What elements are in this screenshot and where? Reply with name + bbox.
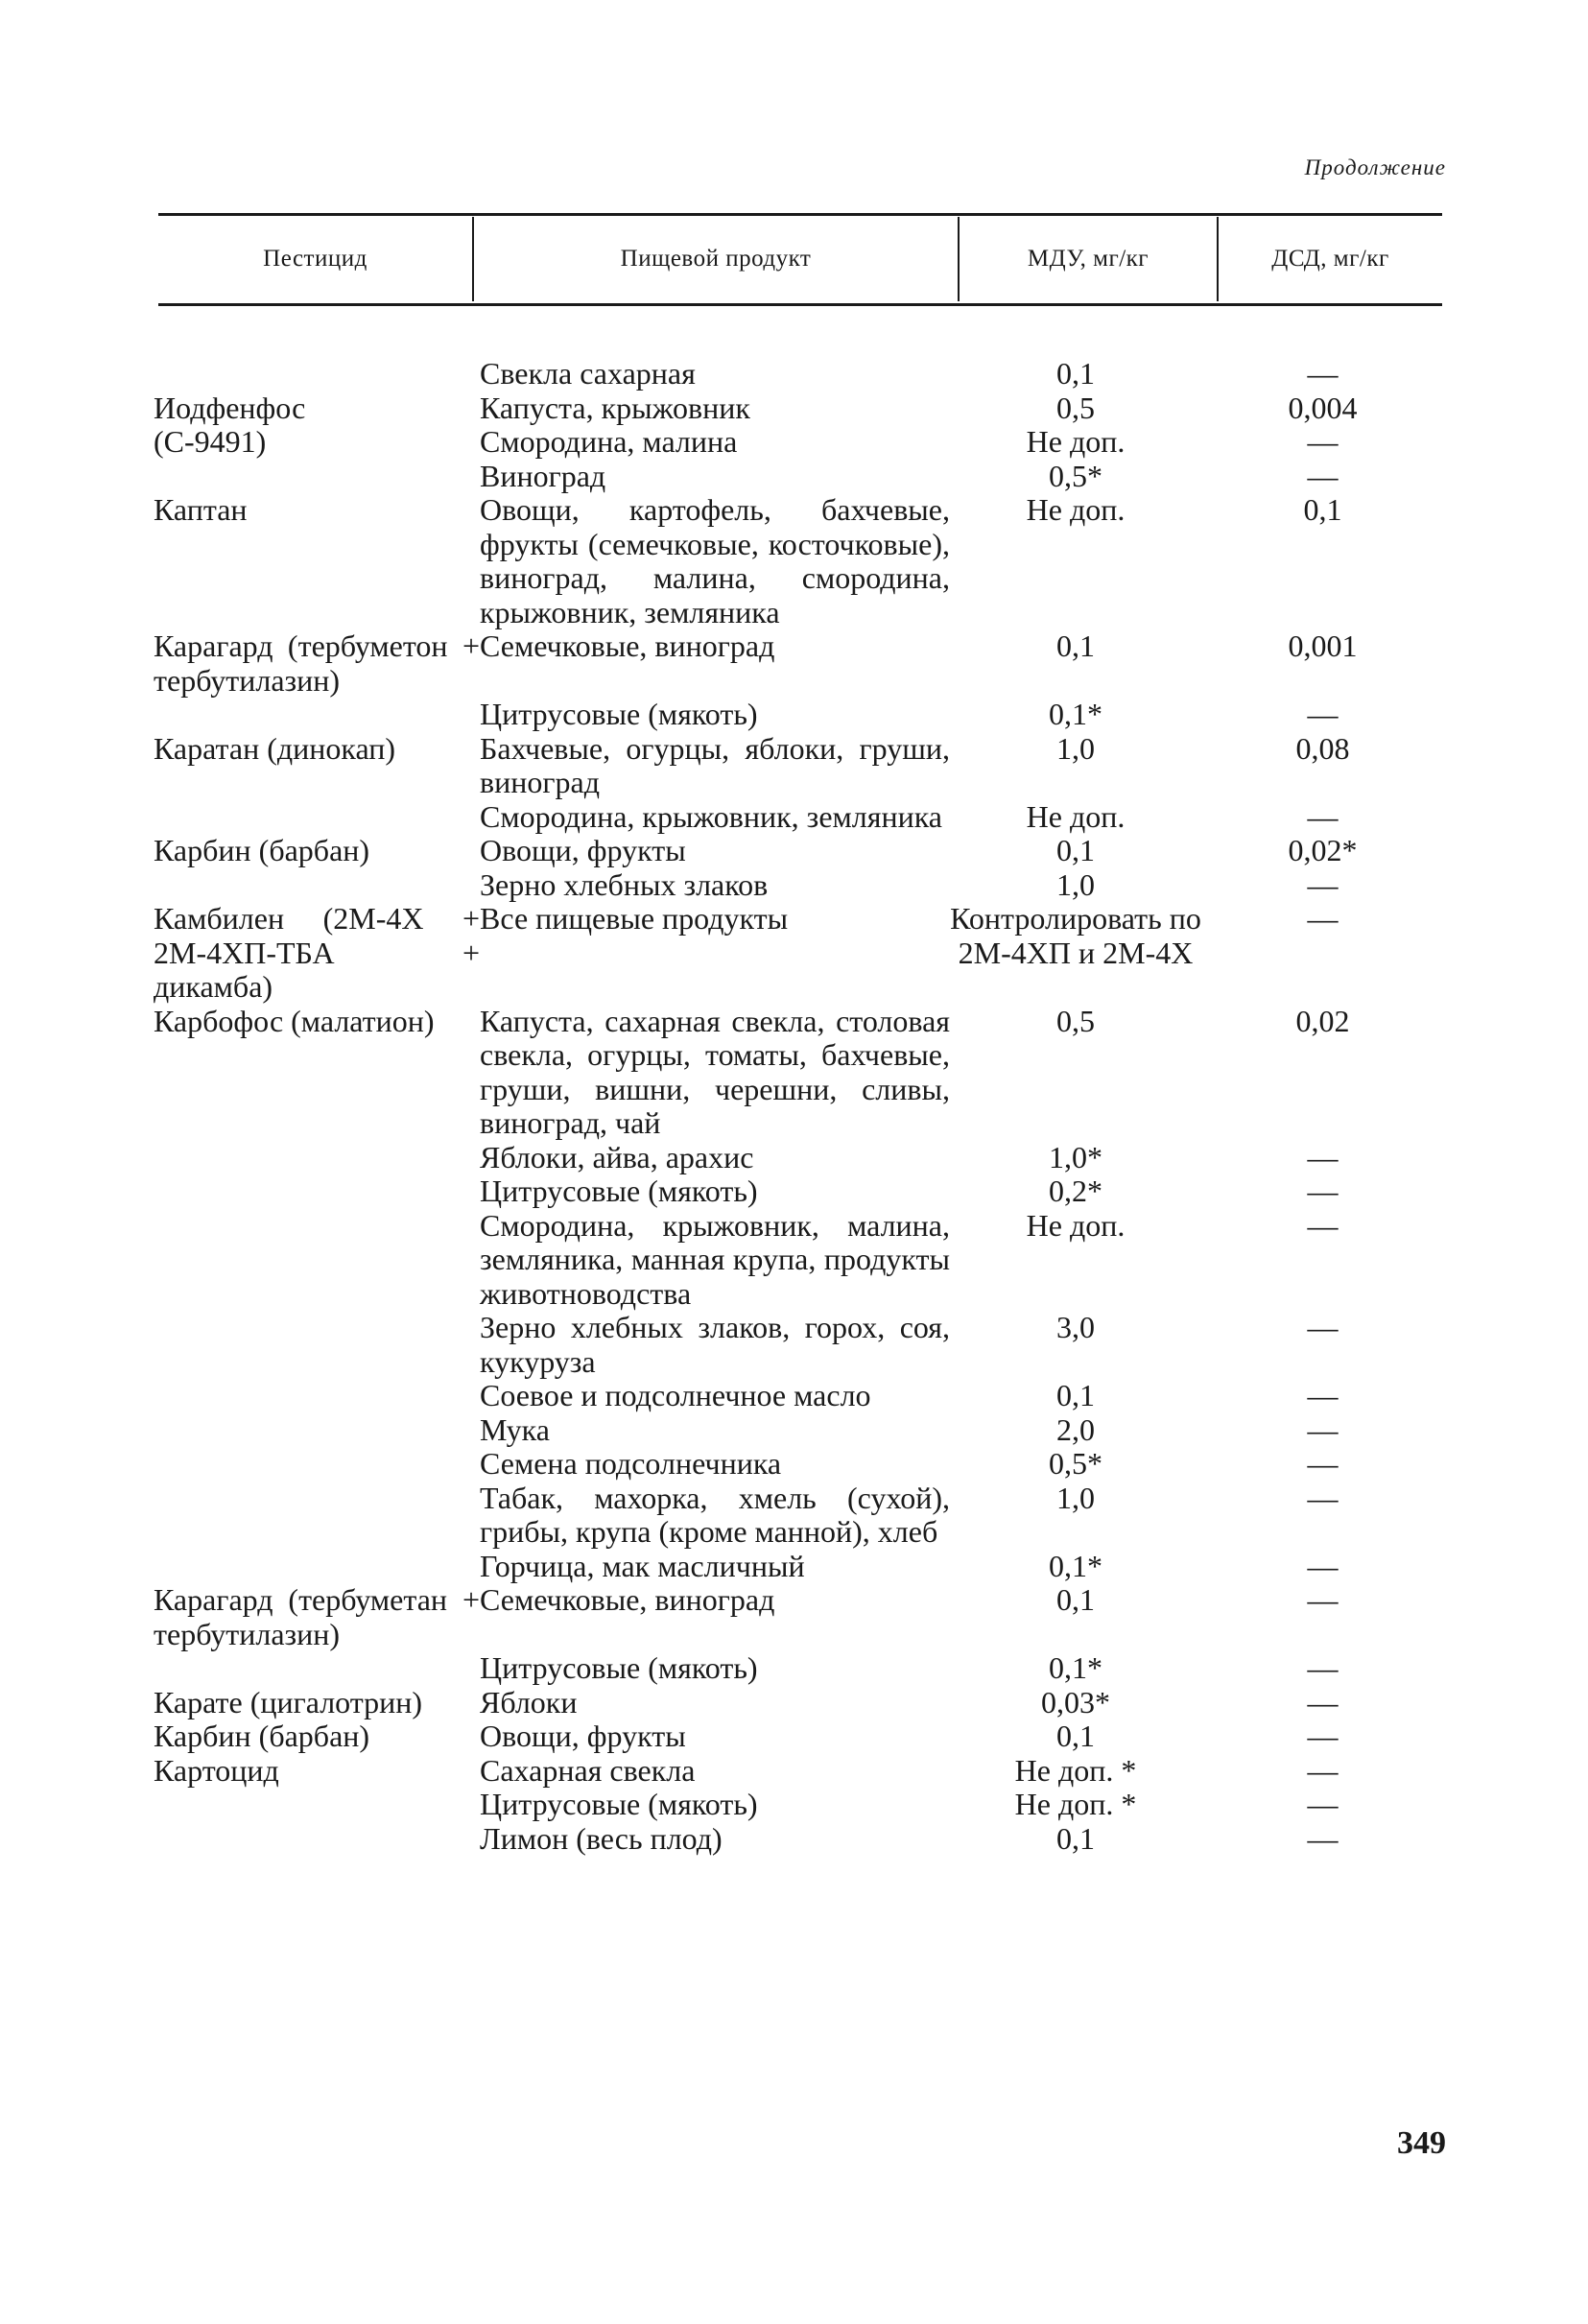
dsd-cell: — (1307, 1548, 1339, 1583)
table-row (154, 1379, 1444, 1413)
food-cell: Бахчевые, огурцы, яблоки, груши, виноград (480, 730, 950, 799)
table-header-rule (158, 303, 1442, 306)
food-cell: Семечковые, виноград (480, 1582, 775, 1617)
table-row (154, 1754, 1444, 1789)
pesticide-cell: Карагард (тербуметон + тербутилазин) (154, 628, 480, 698)
mdu-cell: Не доп. (1026, 492, 1126, 527)
dsd-cell: — (1307, 798, 1339, 834)
food-cell: Цитрусовые (мякоть) (480, 697, 758, 731)
table-row (154, 1311, 1444, 1379)
mdu-cell: 0,1 (1056, 628, 1095, 663)
table-row (154, 1413, 1444, 1448)
food-cell: Табак, махорка, хмель (сухой), грибы, крупа (кроме манной), хлеб (480, 1480, 950, 1549)
pesticide-cell: Каптан (154, 492, 248, 527)
food-cell: Сахарная свекла (480, 1752, 696, 1788)
dsd-cell: 0,08 (1295, 730, 1350, 766)
food-cell: Семена подсолнечника (480, 1446, 782, 1481)
dsd-cell: — (1307, 1820, 1339, 1856)
mdu-cell: Не доп. (1026, 424, 1126, 459)
table-row (154, 629, 1444, 698)
table-row (154, 1447, 1444, 1482)
dsd-cell: — (1307, 356, 1339, 391)
dsd-cell: — (1307, 1446, 1339, 1481)
mdu-cell: Не доп. * (1014, 1787, 1137, 1821)
mdu-cell: Не доп. * (1014, 1752, 1137, 1788)
food-cell: Смородина, крыжовник, малина, земляника, манная крупа, продукты животноводства (480, 1207, 950, 1311)
pesticide-cell (154, 1482, 480, 1550)
continuation-label: Продолжение (1304, 155, 1446, 179)
food-cell: Смородина, крыжовник, земляника (480, 798, 942, 834)
table-row (154, 834, 1444, 868)
table-row (154, 1719, 1444, 1754)
pesticide-cell: Карагард (тербуметан + тербутилазин) (154, 1582, 480, 1651)
dsd-cell: — (1307, 1650, 1339, 1685)
mdu-cell: 2,0 (1056, 1411, 1095, 1447)
table-row (154, 357, 1444, 391)
mdu-cell: 0,2* (1049, 1174, 1102, 1208)
table-row (154, 1141, 1444, 1175)
food-cell: Овощи, картофель, бахчевые, фрукты (семечковые, косточковые), виноград, малина, смородина, крыжовник, земляника (480, 492, 950, 629)
food-cell: Зерно хлебных злаков (480, 866, 769, 902)
table-row (154, 1583, 1444, 1651)
table-row (154, 732, 1444, 800)
food-cell: Все пищевые продукты (480, 901, 789, 936)
dsd-cell: 0,02* (1288, 833, 1358, 867)
food-cell: Цитрусовые (мякоть) (480, 1174, 758, 1208)
table-row (154, 1482, 1444, 1550)
mdu-cell: 0,1 (1056, 356, 1095, 391)
header-food: Пищевой продукт (620, 246, 812, 272)
pesticide-cell: Каратан (динокап) (154, 730, 396, 766)
dsd-cell: — (1307, 697, 1339, 731)
mdu-cell: 0,5 (1056, 1003, 1095, 1038)
food-cell: Соевое и подсолнечное масло (480, 1378, 871, 1412)
dsd-cell: — (1307, 1207, 1339, 1243)
dsd-cell: — (1307, 458, 1339, 493)
table-row (154, 800, 1444, 835)
food-cell: Лимон (весь плод) (480, 1820, 723, 1856)
food-cell: Мука (480, 1411, 550, 1447)
mdu-cell: 0,1 (1056, 1582, 1095, 1617)
dsd-cell: — (1307, 1719, 1339, 1753)
pesticide-cell: Карате (цигалотрин) (154, 1684, 423, 1719)
pesticide-cell: Карбин (барбан) (154, 833, 370, 867)
dsd-cell: — (1307, 1378, 1339, 1412)
dsd-cell: 0,1 (1303, 492, 1342, 527)
pesticide-cell: Карбофос (малатион) (154, 1003, 435, 1038)
dsd-cell: — (1307, 424, 1339, 459)
table-top-rule (158, 213, 1442, 216)
table-row (154, 1651, 1444, 1686)
header-mdu: МДУ, мг/кг (1027, 246, 1150, 272)
mdu-cell: 0,1* (1049, 697, 1102, 731)
table-row (154, 1174, 1444, 1209)
dsd-cell: — (1307, 1752, 1339, 1788)
dsd-cell: 0,004 (1288, 390, 1358, 425)
table-row (154, 868, 1444, 903)
dsd-cell: — (1307, 866, 1339, 902)
dsd-cell: — (1307, 1174, 1339, 1208)
pesticide-cell (154, 357, 480, 391)
pesticide-cell: Иодфенфос (154, 390, 306, 425)
food-cell: Цитрусовые (мякоть) (480, 1650, 758, 1685)
dsd-cell: — (1307, 1310, 1339, 1344)
table-body (154, 357, 1444, 1856)
table-row (154, 425, 1444, 460)
pesticide-cell (154, 1447, 480, 1482)
pesticide-cell: Картоцид (154, 1752, 279, 1788)
page-number: 349 (1397, 2125, 1446, 2161)
pesticide-cell (154, 1822, 480, 1857)
mdu-cell: Контролировать по 2М-4ХП и 2М-4Х (950, 901, 1201, 970)
pesticide-cell (154, 1651, 480, 1686)
table-row (154, 391, 1444, 426)
food-cell: Свекла сахарная (480, 356, 696, 391)
table-row (154, 1550, 1444, 1584)
mdu-cell: 1,0 (1056, 866, 1095, 902)
dsd-cell: — (1307, 1787, 1339, 1821)
mdu-cell: Не доп. (1026, 1207, 1126, 1243)
pesticide-cell (154, 1379, 480, 1413)
pesticide-cell (154, 1413, 480, 1448)
dsd-cell: — (1307, 1684, 1339, 1719)
dsd-cell: 0,001 (1288, 628, 1358, 663)
food-cell: Смородина, малина (480, 424, 738, 459)
food-cell: Цитрусовые (мякоть) (480, 1787, 758, 1821)
food-cell: Зерно хлебных злаков, горох, соя, кукуруза (480, 1310, 950, 1379)
food-cell: Виноград (480, 458, 606, 493)
pesticide-cell (154, 868, 480, 903)
header-pesticide: Пестицид (263, 246, 367, 272)
food-cell: Семечковые, виноград (480, 628, 775, 663)
mdu-cell: 1,0* (1049, 1139, 1102, 1174)
food-cell: Овощи, фрукты (480, 1719, 686, 1753)
mdu-cell: 0,1* (1049, 1650, 1102, 1685)
table-row (154, 460, 1444, 494)
table-row (154, 1209, 1444, 1312)
food-cell: Горчица, мак масличный (480, 1548, 805, 1583)
food-cell: Яблоки, айва, арахис (480, 1139, 754, 1174)
table-row (154, 1686, 1444, 1720)
header-dsd: ДСД, мг/кг (1271, 246, 1389, 272)
dsd-cell: — (1307, 1139, 1339, 1174)
mdu-cell: 0,1 (1056, 1378, 1095, 1412)
mdu-cell: 0,5 (1056, 390, 1095, 425)
dsd-cell: — (1307, 901, 1339, 936)
pesticide-cell (154, 1209, 480, 1312)
food-cell: Яблоки (480, 1684, 578, 1719)
table-row (154, 493, 1444, 629)
pesticide-cell (154, 800, 480, 835)
pesticide-cell (154, 698, 480, 732)
mdu-cell: 0,1 (1056, 833, 1095, 867)
pesticide-cell (154, 460, 480, 494)
pesticide-cell: Карбин (барбан) (154, 1719, 370, 1753)
dsd-cell: — (1307, 1582, 1339, 1617)
table-row (154, 902, 1444, 1005)
food-cell: Овощи, фрукты (480, 833, 686, 867)
dsd-cell: 0,02 (1295, 1003, 1350, 1038)
pesticide-cell (154, 1311, 480, 1379)
mdu-cell: 0,5* (1049, 458, 1102, 493)
pesticide-cell (154, 1174, 480, 1209)
table-row (154, 1788, 1444, 1822)
mdu-cell: 0,03* (1041, 1684, 1110, 1719)
mdu-cell: 1,0 (1056, 1480, 1095, 1515)
pesticide-cell: Камбилен (2М-4Х + 2М-4ХП-ТБА + дикамба) (154, 901, 480, 1004)
mdu-cell: Не доп. (1026, 798, 1126, 834)
table-row (154, 1822, 1444, 1857)
mdu-cell: 0,1* (1049, 1548, 1102, 1583)
mdu-cell: 3,0 (1056, 1310, 1095, 1344)
table-row (154, 698, 1444, 732)
pesticide-cell (154, 1141, 480, 1175)
dsd-cell: — (1307, 1480, 1339, 1515)
dsd-cell: — (1307, 1411, 1339, 1447)
mdu-cell: 0,5* (1049, 1446, 1102, 1481)
mdu-cell: 0,1 (1056, 1719, 1095, 1753)
food-cell: Капуста, сахарная свекла, столовая свекла, огурцы, томаты, бахчевые, груши, вишни, черешни, сливы, виноград, чай (480, 1003, 950, 1140)
pesticide-cell (154, 1788, 480, 1822)
food-cell: Капуста, крыжовник (480, 390, 750, 425)
pesticide-cell: (С-9491) (154, 424, 267, 459)
mdu-cell: 1,0 (1056, 730, 1095, 766)
pesticide-cell (154, 1550, 480, 1584)
mdu-cell: 0,1 (1056, 1820, 1095, 1856)
table-row (154, 1005, 1444, 1141)
